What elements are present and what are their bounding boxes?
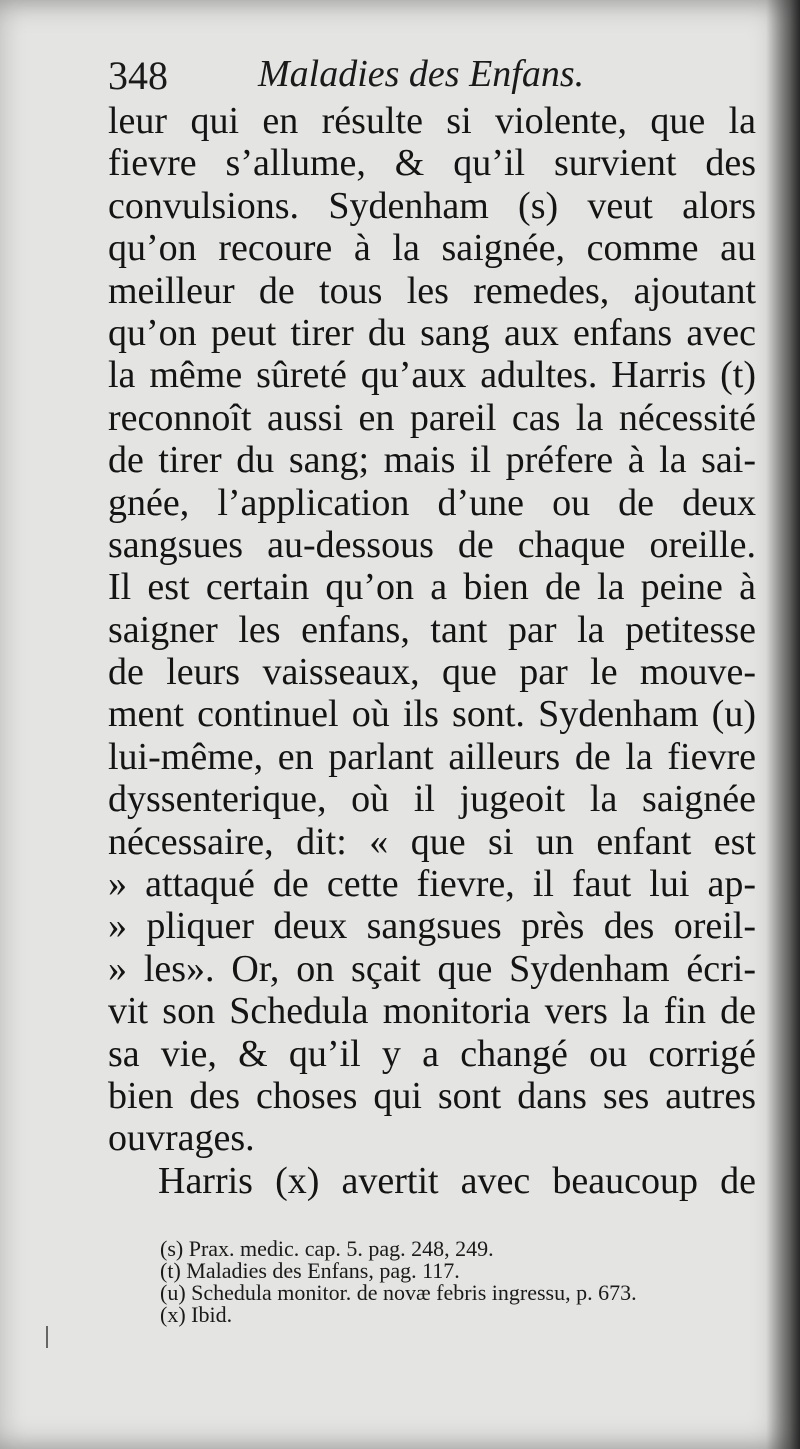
text-line: qu’on peut tirer du sang aux enfans avec	[108, 311, 756, 354]
text-line: leur qui en résulte si violente, que la	[108, 100, 756, 142]
text-line: » attaqué de cette fievre, il faut lui ap-	[108, 863, 756, 906]
margin-mark	[46, 1326, 48, 1348]
text-line: » pliquer deux sangsues près des oreil-	[108, 905, 756, 948]
text-line: Il est certain qu’on a bien de la peine à	[108, 566, 756, 609]
text-line: bien des choses qui sont dans ses autres	[108, 1074, 756, 1117]
text-line: fievre s’allume, & qu’il survient des	[108, 142, 756, 185]
text-line: meilleur de tous les remedes, ajoutant	[108, 269, 756, 312]
text-line: vit son Schedula monitoria vers la fin de	[108, 990, 756, 1033]
text-line: la même sûreté qu’aux adultes. Harris (t)	[108, 354, 756, 397]
text-line: sa vie, & qu’il y a changé ou corrigé	[108, 1032, 756, 1075]
footnote: (t) Maladies des Enfans, pag. 117.	[160, 1258, 460, 1283]
footnote: (x) Ibid.	[160, 1302, 233, 1327]
text-line: sangsues au-dessous de chaque oreille.	[108, 523, 756, 566]
footnote: (u) Schedula monitor. de novæ febris ingressu, p. 673.	[160, 1280, 637, 1305]
page-header	[108, 48, 758, 98]
text-line: » les». Or, on sçait que Sydenham écri-	[108, 947, 756, 990]
text-line: gnée, l’application d’une ou de deux	[108, 481, 756, 524]
text-line: de leurs vaisseaux, que par le mouve-	[108, 651, 756, 694]
text-line: qu’on recoure à la saignée, comme au	[108, 227, 756, 270]
text-line: reconnoît aussi en pareil cas la nécessité	[108, 396, 756, 439]
text-line: ouvrages.	[108, 1117, 255, 1160]
text-line: nécessaire, dit: « que si un enfant est	[108, 820, 756, 863]
text-line: lui-même, en parlant ailleurs de la fievre	[108, 735, 756, 778]
body-text	[108, 100, 756, 1202]
text-line: convulsions. Sydenham (s) veut alors	[108, 184, 756, 227]
page-gutter-shadow	[766, 0, 800, 1449]
running-title: Maladies des Enfans.	[258, 53, 585, 95]
text-line: Harris (x) avertit avec beaucoup de	[158, 1159, 756, 1202]
page-number: 348	[108, 53, 168, 98]
text-line: dyssenterique, où il jugeoit la saignée	[108, 778, 756, 821]
footnote: (s) Prax. medic. cap. 5. pag. 248, 249.	[160, 1236, 494, 1261]
text-line: ment continuel où ils sont. Sydenham (u)	[108, 693, 756, 736]
text-line: saigner les enfans, tant par la petitesse	[108, 608, 756, 651]
text-line: de tirer du sang; mais il préfere à la sai-	[108, 439, 756, 482]
footnotes	[160, 1238, 760, 1326]
